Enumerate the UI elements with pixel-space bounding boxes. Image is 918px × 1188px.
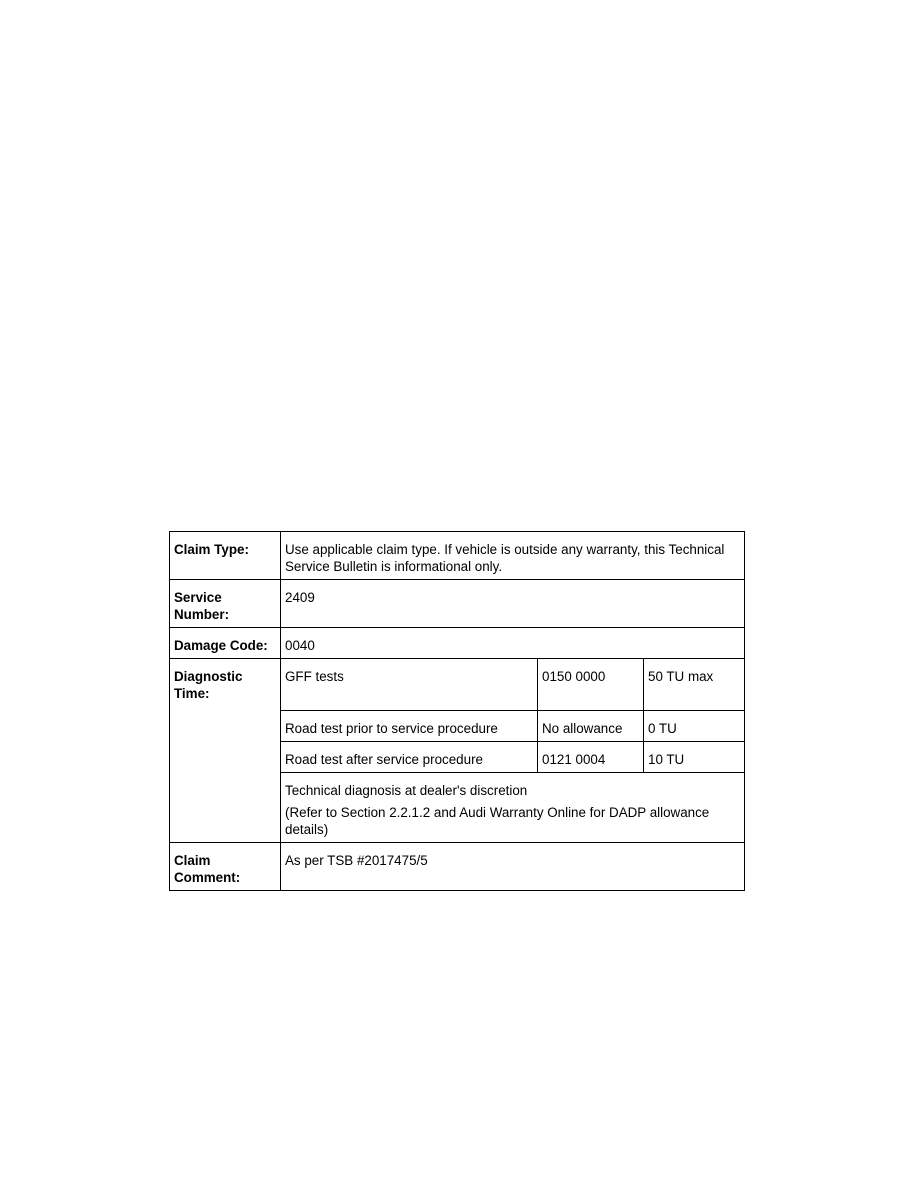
damage-code-label: Damage Code:: [170, 628, 281, 659]
diagnostic-time-value: 0 TU: [644, 711, 745, 742]
diagnostic-time-label-line2: Time:: [174, 686, 210, 701]
claim-type-value: Use applicable claim type. If vehicle is outside any warranty, this Technical Service Bulletin is informational only.: [281, 532, 745, 580]
diagnostic-time-row: [170, 659, 745, 711]
diagnostic-code: 0150 0000: [538, 659, 644, 711]
diagnostic-note-line2: (Refer to Section 2.2.1.2 and Audi Warranty Online for DADP allowance details): [285, 805, 710, 837]
diagnostic-time-value: 50 TU max: [644, 659, 745, 711]
service-number-label-line2: Number:: [174, 607, 230, 622]
service-number-value: 2409: [281, 580, 745, 628]
service-number-label-line1: Service: [174, 590, 222, 605]
claim-type-label: Claim Type:: [170, 532, 281, 580]
diagnostic-note-line1: Technical diagnosis at dealer's discretion: [285, 783, 528, 798]
diagnostic-time-value: 10 TU: [644, 742, 745, 773]
diagnostic-note: [281, 773, 745, 843]
damage-code-value: 0040: [281, 628, 745, 659]
diagnostic-description: GFF tests: [281, 659, 538, 711]
diagnostic-time-label-line1: Diagnostic: [174, 669, 243, 684]
service-number-row: [170, 580, 745, 628]
diagnostic-description: Road test prior to service procedure: [281, 711, 538, 742]
claim-comment-label-line1: Claim: [174, 853, 211, 868]
diagnostic-code: No allowance: [538, 711, 644, 742]
claim-table: [169, 531, 745, 891]
claim-comment-value: As per TSB #2017475/5: [281, 843, 745, 891]
claim-type-row: [170, 532, 745, 580]
claim-comment-label: [170, 843, 281, 891]
claim-comment-row: [170, 843, 745, 891]
diagnostic-time-label: [170, 659, 281, 843]
diagnostic-description: Road test after service procedure: [281, 742, 538, 773]
service-number-label: [170, 580, 281, 628]
diagnostic-code: 0121 0004: [538, 742, 644, 773]
damage-code-row: [170, 628, 745, 659]
claim-comment-label-line2: Comment:: [174, 870, 241, 885]
